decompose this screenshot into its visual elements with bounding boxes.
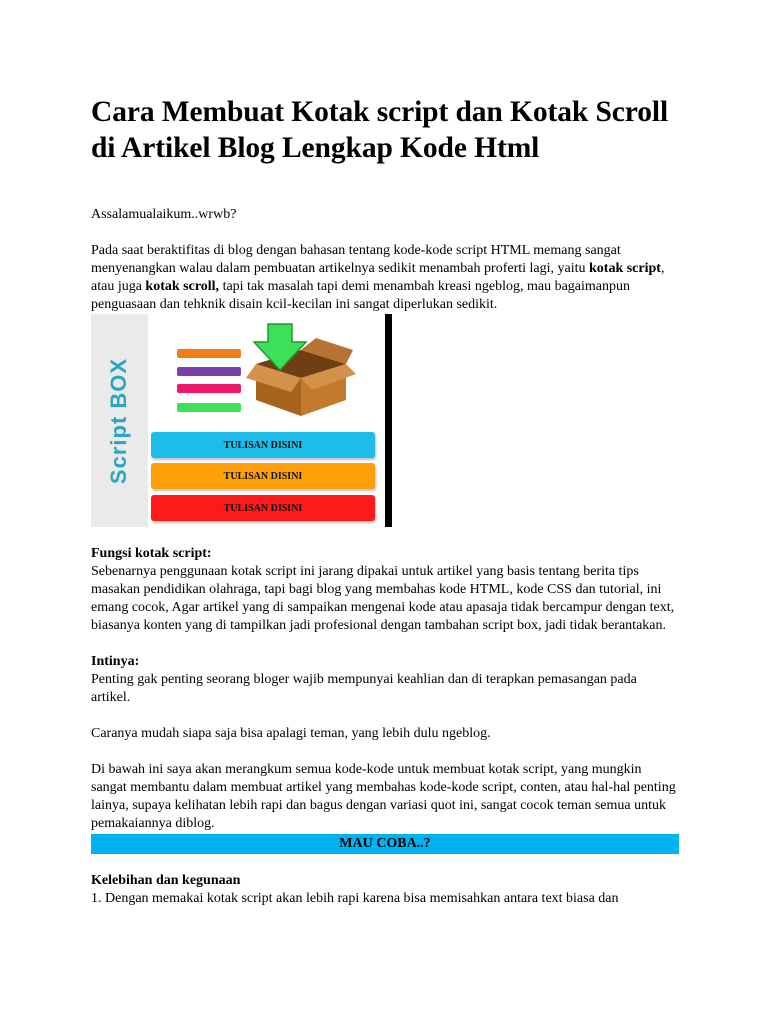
illustration-right-border (385, 314, 392, 527)
tulisan-bar-blue: TULISAN DISINI (151, 432, 375, 458)
article-body (91, 94, 679, 908)
intro-paragraph (91, 242, 679, 314)
intinya-heading: Intinya: (91, 654, 140, 669)
summary-paragraph: Di bawah ini saya akan merangkum semua kode-kode untuk membuat kotak script, yang mungkin sangat membantu dalam membuat artikel yang membahas kode-kode script, conten, atau hal-hal penting lainya, supaya kelihatan lebih rapi dan bagus dengan variasi quot ini, sangat cocok teman semua untuk pemakaiannya diblog. (91, 762, 676, 831)
intro-bold-kotak-scroll: kotak scroll, (145, 279, 220, 294)
orange-stripe (177, 349, 241, 358)
fungsi-heading: Fungsi kotak script: (91, 546, 212, 561)
kelebihan-item-1: 1. Dengan memakai kotak script akan lebih rapi karena bisa memisahkan antara text biasa dan (91, 891, 619, 906)
intro-text-2: , atau juga (91, 261, 665, 294)
purple-stripe (177, 367, 241, 376)
greeting-text: Assalamualaikum..wrwb? (91, 207, 237, 222)
pink-stripe (177, 384, 241, 393)
green-stripe (177, 403, 241, 412)
kelebihan-heading: Kelebihan dan kegunaan (91, 873, 241, 888)
intro-text-3: tapi tak masalah tapi demi menambah kreasi ngeblog, mau bagaimanpun penguasaan dan tehknik disain kcil-kecilan ini sangat diperlukan sedikit. (91, 279, 630, 312)
tulisan-bar-red: TULISAN DISINI (151, 495, 375, 521)
fungsi-paragraph: Sebenarnya penggunaan kotak script ini jarang dipakai untuk artikel yang basis tentang berita tips masakan pendidikan olahraga, tapi bagi blog yang membahas kode HTML, kode CSS dan tutorial, ini emang cocok, Agar artikel yang di sampaikan mengenai kode atau apasaja tidak bercampur dengan text, biasanya konten yang di tampilkan jadi profesional dengan tambahan script box, jadi tidak berantakan. (91, 564, 675, 633)
intro-bold-kotak-script: kotak script (589, 261, 661, 276)
mau-coba-banner: MAU COBA..? (91, 834, 679, 854)
article-title: Cara Membuat Kotak script dan Kotak Scroll di Artikel Blog Lengkap Kode Html (91, 96, 669, 164)
tulisan-bar-orange: TULISAN DISINI (151, 463, 375, 489)
script-box-vertical-label: Script BOX (106, 357, 132, 484)
intinya-paragraph: Penting gak penting seorang bloger wajib mempunyai keahlian dan di terapkan pemasangan pada artikel. (91, 672, 637, 705)
intro-text-1: Pada saat beraktifitas di blog dengan bahasan tentang kode-kode script HTML memang sangat menyenangkan walau dalam pembuatan artikelnya sedikit menambah proferti lagi, yaitu (91, 243, 621, 276)
script-box-illustration (91, 314, 392, 528)
cardboard-box-with-arrow-icon (246, 316, 356, 418)
caranya-paragraph: Caranya mudah siapa saja bisa apalagi teman, yang lebih dulu ngeblog. (91, 726, 491, 741)
